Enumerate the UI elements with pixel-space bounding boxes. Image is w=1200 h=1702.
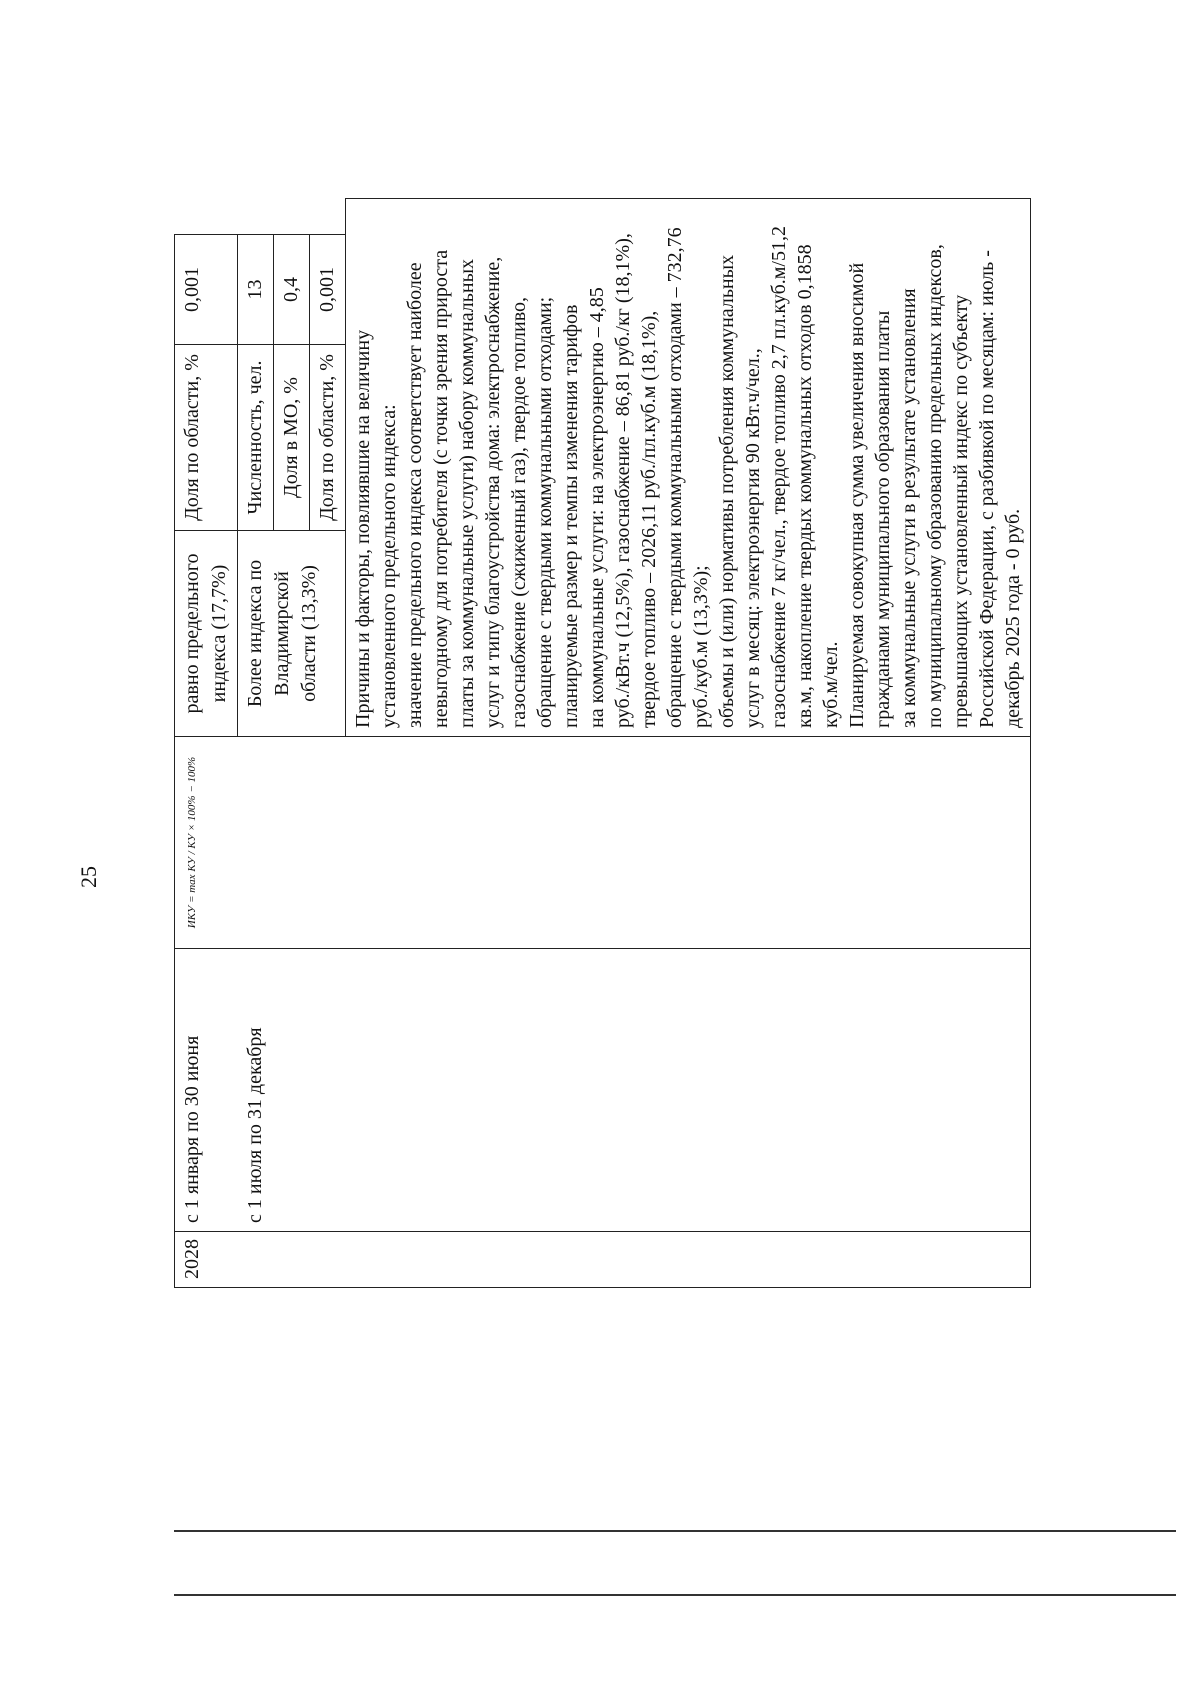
reason-line: Планируемая совокупная сумма увеличения вносимой <box>846 262 868 728</box>
share-mo-label: Доля в МО, % <box>274 345 310 531</box>
share-region-value-2: 0,001 <box>310 235 346 345</box>
reason-line: руб./куб.м (13,3%); <box>690 565 712 728</box>
reason-line: услуг и типу благоустройства дома: электроснабжение, <box>482 256 504 728</box>
formula-cell <box>175 737 238 949</box>
reason-line: значение предельного индекса соответствует наиболее <box>404 262 426 728</box>
reason-line: Российской Федерации, с разбивкой по месяцам: июль - <box>976 250 998 728</box>
population-value: 13 <box>238 235 274 345</box>
reason-line: установленного предельного индекса: <box>378 404 400 728</box>
empty-formula-cell <box>238 737 1031 949</box>
reason-line: руб./кВт.ч (12,5%), газоснабжение – 86,81 руб./кг (18,1%), <box>612 233 634 728</box>
page-number: 25 <box>76 866 101 888</box>
reasons-cell <box>346 199 1031 737</box>
reason-line: превышающих установленный индекс по субъекту <box>950 294 972 728</box>
reason-line: газоснабжение 7 кг/чел., твердое топливо 2,7 пл.куб.м/51,2 <box>768 226 790 728</box>
index-formula: ИКУ = max КУ / КУ × 100% − 100% <box>186 756 198 929</box>
reason-line: планируемые размер и темпы изменения тарифов <box>560 304 582 728</box>
reason-line: услуг в месяц: электроэнергия 90 кВт.ч/чел., <box>742 348 764 728</box>
reason-line: декабрь 2025 года - 0 руб. <box>1002 508 1024 728</box>
condition-equal-cell: равно предельного индекса (17,7%) <box>175 531 238 737</box>
reason-line: на коммунальные услуги: на электроэнергию – 4,85 <box>586 287 608 728</box>
reason-line: по муниципальному образованию предельных индексов, <box>924 244 946 728</box>
share-region-label-2: Доля по области, % <box>310 345 346 531</box>
share-mo-value: 0,4 <box>274 235 310 345</box>
period-first-cell: с 1 января по 30 июня <box>175 949 238 1232</box>
reason-line: гражданами муниципального образования платы <box>872 310 894 728</box>
reason-line: обращение с твердыми коммунальными отходами – 732,76 <box>664 227 686 728</box>
reason-line: за коммунальные услуги в результате установления <box>898 288 920 728</box>
year-cell: 2028 <box>175 1232 1031 1288</box>
rotated-table-container <box>174 163 1169 1288</box>
reason-line: обращение с твердыми коммунальными отходами; <box>534 296 556 728</box>
reason-line: Причины и факторы, повлиявшие на величину <box>352 329 374 728</box>
share-region-label: Доля по области, % <box>175 345 238 531</box>
reason-line: газоснабжение (сжиженный газ), твердое топливо, <box>508 296 530 728</box>
reason-line: кв.м, накопление твердых коммунальных отходов 0,1858 <box>794 244 816 728</box>
reason-line: объемы и (или) нормативы потребления коммунальных <box>716 254 738 728</box>
tariff-index-table <box>174 163 1031 1288</box>
reason-line: невыгодному для потребителя (с точки зрения прироста <box>430 249 452 728</box>
population-label: Численность, чел. <box>238 345 274 531</box>
reason-line: куб.м/чел. <box>820 641 842 728</box>
share-region-value: 0,001 <box>175 235 238 345</box>
bottom-rule-1 <box>174 1530 1176 1532</box>
reason-line: платы за коммунальные услуги) набору коммунальных <box>456 258 478 728</box>
reason-line: твердое топливо – 2026,11 руб./пл.куб.м (18,1%), <box>638 310 660 728</box>
bottom-rule-2 <box>174 1594 1176 1596</box>
condition-more-cell: Более индекса по Владимирской области (13,3%) <box>238 531 346 737</box>
period-second-cell: с 1 июля по 31 декабря <box>238 949 1031 1232</box>
